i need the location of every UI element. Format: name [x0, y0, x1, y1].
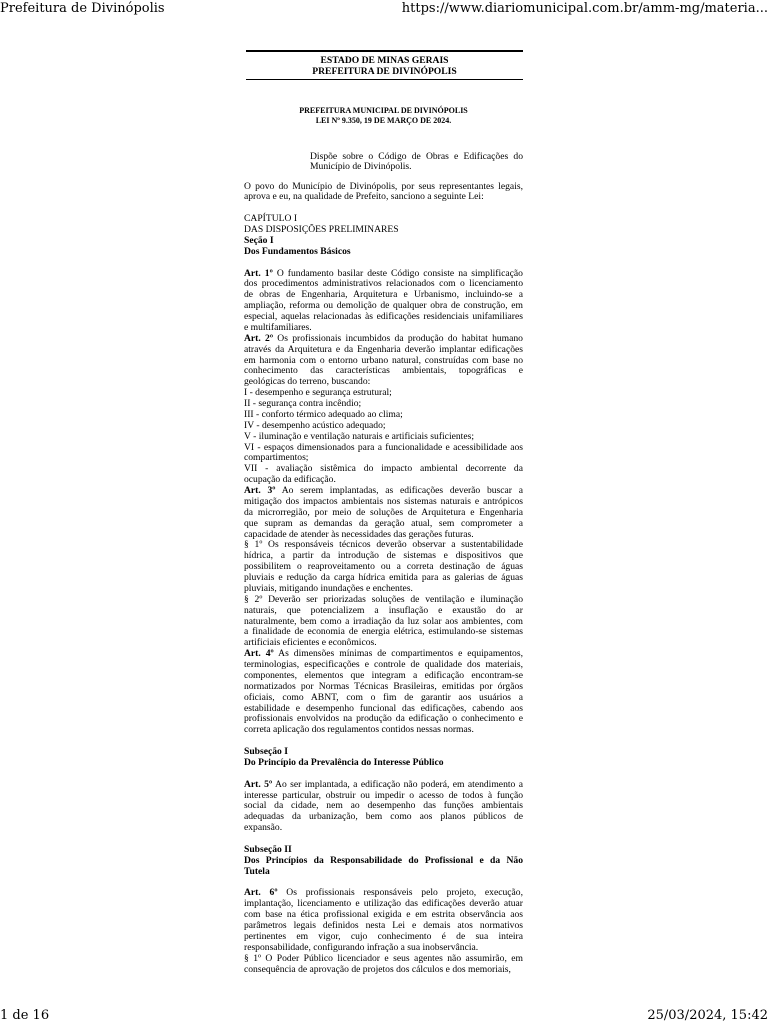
- article: [244, 269, 523, 334]
- line-text: parâmetros legais definidos nesta Lei e demais atos normativos: [244, 920, 523, 931]
- print-footer-page-counter: 1 de 16: [0, 1008, 50, 1023]
- line-text: naturais, que potencializem a insuflação e exaustão do ar: [244, 604, 523, 616]
- article-number: Art. 6º: [244, 887, 278, 899]
- ementa: [310, 152, 523, 174]
- law-header: [244, 106, 523, 126]
- line-text: de obras de Engenharia, Arquitetura e Urbanismo, incluindo-se a: [244, 289, 523, 301]
- line-text: O fundamento basilar deste Código consiste na simplificação: [276, 267, 523, 279]
- line-text: III - conforto térmico adequado ao clima;: [244, 408, 403, 420]
- article: [244, 888, 523, 953]
- line-text: que supram as demandas da geração atual, sem comprometer a: [244, 517, 523, 529]
- line-text: Ao serem implantadas, as edificações deverão buscar a: [281, 485, 523, 496]
- line-text: expansão.: [244, 822, 283, 834]
- line-text: da microrregião, por meio de soluções de Arquitetura e Engenharia: [244, 506, 523, 518]
- paragraph: [244, 595, 523, 649]
- paragraph: [244, 954, 523, 976]
- line-text: V - iluminação e ventilação naturais e artificiais suficientes;: [244, 430, 474, 442]
- line-text: II - segurança contra incêndio;: [244, 398, 362, 409]
- line-text: consequência de aprovação de projetos dos cálculos e dos memoriais,: [244, 963, 511, 975]
- line-text: Subseção I: [244, 746, 288, 757]
- line-text: componentes, elementos que integram a edificação encontram-se: [244, 669, 523, 681]
- line-text: ocupação da edificação.: [244, 474, 336, 486]
- line-text: Dos Princípios da Responsabilidade do Profissional e da Não: [244, 854, 523, 866]
- line-text: Município de Divinópolis.: [310, 161, 412, 173]
- line-text: artificiais eficientes e econômicos.: [244, 637, 377, 649]
- line-text: social da cidade, nem ao desempenho das funções ambientais: [244, 800, 523, 812]
- line-text: especial, aquelas relacionadas às edificações residenciais unifamiliares: [244, 311, 523, 322]
- paragraph-line: [244, 725, 523, 736]
- paragraph-line: [244, 225, 523, 236]
- section-heading: [244, 856, 523, 878]
- line-text: § 1º O Poder Público licenciador e seus agentes não assumirão, em: [244, 952, 523, 964]
- masthead-top-rule: [246, 50, 523, 52]
- line-text: Dos Fundamentos Básicos: [244, 245, 351, 257]
- line-text: § 1º Os responsáveis técnicos deverão observar a sustentabilidade: [244, 539, 523, 551]
- paragraph: [244, 464, 523, 486]
- line-text: a finalidade de economia de energia elétrica, estimulando-se sistemas: [244, 626, 523, 638]
- line-text: Os profissionais responsáveis pelo projeto, execução,: [286, 887, 523, 899]
- line-text: Do Princípio da Prevalência do Interesse Público: [244, 756, 444, 768]
- line-text: através da Arquitetura e da Engenharia deverão implantar edificações: [244, 343, 523, 355]
- section-heading: [244, 247, 523, 258]
- paragraph: [244, 540, 523, 594]
- masthead: [246, 55, 523, 77]
- paragraph-line: [244, 812, 523, 823]
- line-text: hídrica, a partir da introdução de sistemas e dispositivos que: [244, 550, 523, 562]
- law-issuer: PREFEITURA MUNICIPAL DE DIVINÓPOLIS: [299, 106, 468, 115]
- line-text: oficiais, como ABNT, com o fim de garantir aos usuários a: [244, 691, 523, 703]
- line-text: geológicas do terreno, buscando:: [244, 376, 371, 388]
- masthead-state: ESTADO DE MINAS GERAIS: [320, 54, 449, 66]
- line-text: I - desempenho e segurança estrutural;: [244, 387, 392, 399]
- article-number: Art. 5º: [244, 778, 273, 790]
- print-header-page-title: Prefeitura de Divinópolis: [0, 1, 165, 16]
- section-heading: [244, 758, 523, 769]
- line-text: mitigação dos impactos ambientais nos sistemas naturais e antrópicos: [244, 495, 523, 507]
- line-text: DAS DISPOSIÇÕES PRELIMINARES: [244, 224, 399, 235]
- masthead-city-hall: PREFEITURA DE DIVINÓPOLIS: [312, 65, 457, 77]
- line-text: estabilidade e desempenho funcional das edificações, cabendo aos: [244, 702, 523, 714]
- paragraph-line: [244, 867, 523, 878]
- article-number: Art. 4º: [244, 648, 274, 660]
- article: [244, 649, 523, 736]
- paragraph: [244, 182, 523, 204]
- paragraph-line: [244, 192, 523, 203]
- line-text: capacidade de atender às necessidades das gerações futuras.: [244, 528, 474, 540]
- line-text: pluviais e redução da carga hídrica emitida para as galerias de águas: [244, 572, 523, 583]
- line-text: O povo do Município de Divinópolis, por seus representantes legais,: [244, 180, 523, 192]
- line-text: profissionais envolvidos na produção da edificação o conhecimento e: [244, 713, 523, 725]
- line-text: ampliação, reforma ou demolição de qualquer obra de construção, em: [244, 300, 523, 312]
- line-text: adequadas da urbanização, bem como aos planos públicos de: [244, 811, 523, 823]
- line-text: terminologias, especificações e controle de qualidade dos materiais,: [244, 659, 523, 670]
- paragraph-line: [244, 823, 523, 834]
- article-number: Art. 1º: [244, 267, 273, 279]
- article: [244, 486, 523, 540]
- paragraph-line: [244, 247, 523, 258]
- line-text: pluviais, mitigando inundações e enchentes.: [244, 582, 413, 594]
- print-header-url: https://www.diariomunicipal.com.br/amm-mg/materia...: [401, 1, 768, 16]
- line-text: normatizados por Normas Técnicas Brasileiras, emitidas por órgãos: [244, 680, 523, 692]
- paragraph: [244, 443, 523, 465]
- article-number: Art. 2º: [244, 332, 274, 344]
- print-footer-printed-at: 25/03/2024, 15:42: [647, 1008, 768, 1023]
- paragraph-line: [244, 965, 523, 976]
- line-text: responsabilidade, configurando infração a sua inobservância.: [244, 941, 479, 953]
- line-text: compartimentos;: [244, 452, 309, 464]
- line-text: com base na ética profissional exigida e em estrita observância aos: [244, 909, 523, 921]
- law-title: LEI Nº 9.350, 19 DE MARÇO DE 2024.: [315, 116, 452, 125]
- paragraph-line: [310, 162, 523, 173]
- paragraph-line: [244, 758, 523, 769]
- line-text: As dimensões mínimas de compartimentos e equipamentos,: [278, 648, 523, 660]
- line-text: em harmonia com o entorno urbano natural, construídas com base no: [244, 354, 523, 366]
- line-text: aprova e eu, na qualidade de Prefeito, sanciono a seguinte Lei:: [244, 191, 484, 203]
- line-text: Subseção II: [244, 843, 292, 855]
- line-text: naturalmente, bem como a irradiação da luz solar aos ambientes, com: [244, 615, 523, 627]
- line-text: Ao ser implantada, a edificação não poderá, em atendimento a: [275, 778, 523, 790]
- line-text: IV - desempenho acústico adequado;: [244, 419, 386, 431]
- paragraph: [244, 225, 523, 236]
- masthead-bottom-rule: [246, 79, 523, 80]
- line-text: VI - espaços dimensionados para a funcionalidade e acessibilidade aos: [244, 441, 523, 453]
- line-text: Seção I: [244, 234, 274, 246]
- line-text: implantação, licenciamento e utilização das edificações deverão atuar: [244, 898, 523, 910]
- line-text: possibilitem o reaproveitamento ou a correta destinação de águas: [244, 561, 523, 573]
- line-text: Dispõe sobre o Código de Obras e Edificações do: [310, 150, 523, 162]
- line-text: VII - avaliação sistêmica do impacto ambiental decorrente da: [244, 463, 523, 475]
- line-text: conhecimento das características ambientais, topográficas e: [244, 365, 523, 377]
- article: [244, 780, 523, 834]
- line-text: Tutela: [244, 865, 270, 877]
- law-body: [244, 182, 523, 976]
- line-text: pertinentes em vigor, cujo conhecimento é de sua inteira: [244, 930, 523, 942]
- line-text: correta aplicação dos regulamentos contidos nessas normas.: [244, 724, 474, 736]
- line-text: interesse particular, obstruir ou impedir o acesso de todos à função: [244, 789, 523, 801]
- paragraph-line: [244, 856, 523, 867]
- line-text: CAPÍTULO I: [244, 213, 298, 225]
- line-text: Os profissionais incumbidos da produção do habitat humano: [277, 332, 523, 344]
- line-text: e multifamiliares.: [244, 321, 312, 333]
- article-number: Art. 3º: [244, 485, 276, 496]
- article: [244, 334, 523, 388]
- line-text: dos procedimentos administrativos relacionados com o licenciamento: [244, 278, 523, 290]
- line-text: § 2º Deverão ser priorizadas soluções de ventilação e iluminação: [244, 593, 523, 605]
